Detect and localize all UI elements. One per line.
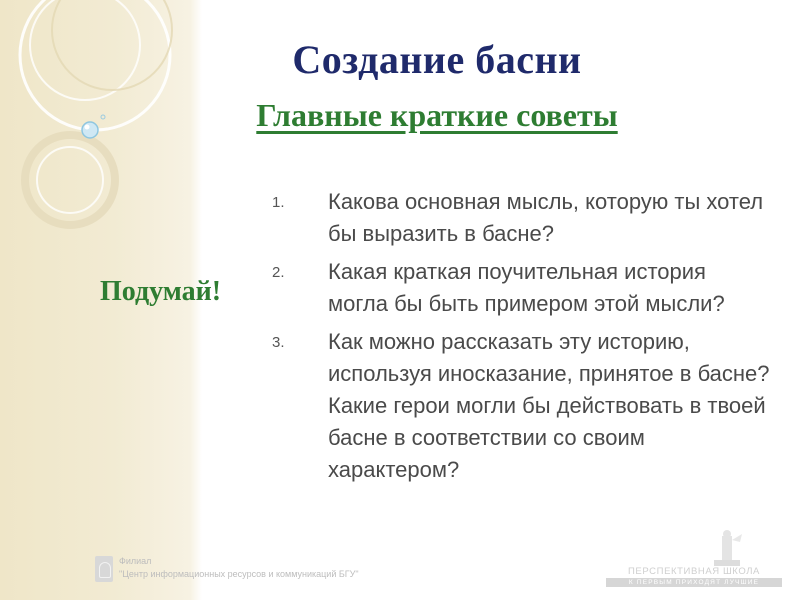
list-item (272, 326, 772, 486)
think-label: Подумай! (100, 276, 222, 307)
footer-organization (95, 556, 359, 590)
list-item-number: 2. (272, 264, 285, 281)
list-item-text: Какая краткая поучительная история могла бы быть примером этой мысли? (328, 259, 725, 316)
decorative-rings (0, 0, 200, 260)
footer-org-line1: Филиал (119, 556, 152, 566)
brand-logo (606, 566, 782, 587)
brand-name: ПЕРСПЕКТИВНАЯ ШКОЛА (627, 566, 760, 577)
list-item-text: Какова основная мысль, которую ты хотел бы выразить в басне? (328, 189, 764, 246)
list-item-text: Как можно рассказать эту историю, используя иносказание, принятое в басне? Какие герои могли бы действовать в твоей басне в соответствии со своим характером? (328, 329, 770, 482)
school-emblem-icon (706, 530, 750, 570)
brand-slogan: К ПЕРВЫМ ПРИХОДЯТ ЛУЧШИЕ (606, 578, 782, 587)
footer-org-line2: "Центр информационных ресурсов и коммуникаций БГУ" (119, 569, 359, 579)
list-item (272, 186, 772, 250)
university-logo-icon (95, 556, 113, 582)
slide-subtitle: Главные краткие советы (256, 97, 618, 133)
list-item (272, 256, 772, 320)
list-item-number: 3. (272, 334, 285, 351)
slide-title: Создание басни (292, 37, 582, 82)
bubble-icon (82, 115, 105, 138)
tips-list (272, 186, 772, 492)
list-item-number: 1. (272, 194, 285, 211)
